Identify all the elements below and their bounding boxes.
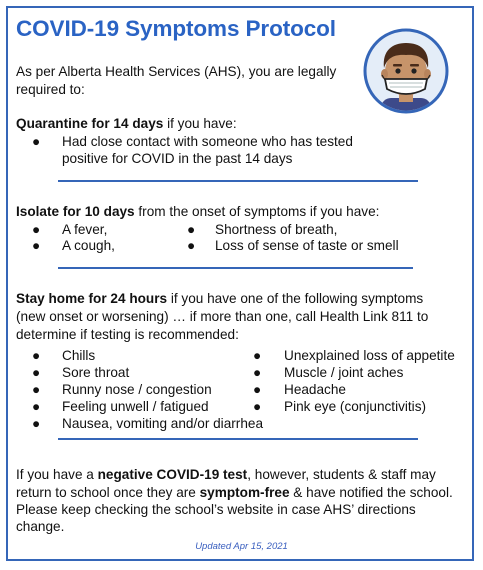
bullet-dot: ●: [32, 238, 41, 253]
stay-home-line-2: (new onset or worsening) … if more than one, call Health Link 811 to: [16, 309, 429, 324]
quarantine-item-line-1: Had close contact with someone who has tested: [62, 134, 353, 149]
stay-home-heading-line: [16, 290, 423, 307]
closing-bold-test: negative COVID-19 test: [97, 467, 248, 482]
bullet-dot: ●: [187, 222, 196, 237]
quarantine-heading: Quarantine for 14 days: [16, 116, 164, 131]
bullet-dot: ●: [32, 382, 41, 397]
section-divider: [58, 267, 413, 269]
intro-line-2: required to:: [16, 82, 85, 97]
closing-bold-symptom-free: symptom-free: [199, 485, 290, 500]
symptom-item: Pink eye (conjunctivitis): [284, 399, 427, 414]
isolate-heading-rest: from the onset of symptoms if you have:: [134, 204, 380, 219]
closing-text: & have notified the school.: [289, 485, 453, 500]
bullet-dot: ●: [253, 382, 262, 397]
closing-line-2: [16, 484, 453, 501]
isolate-heading-line: [16, 203, 379, 220]
quarantine-item-line-2: positive for COVID in the past 14 days: [62, 151, 293, 166]
symptom-item: Feeling unwell / fatigued: [62, 399, 209, 414]
stay-home-line-3: determine if testing is recommended:: [16, 327, 239, 342]
symptom-item: Sore throat: [62, 365, 130, 380]
closing-line-1: [16, 466, 436, 483]
bullet-dot: ●: [253, 399, 262, 414]
intro-line-1: As per Alberta Health Services (AHS), you are legally: [16, 64, 337, 79]
page-title: COVID-19 Symptoms Protocol: [16, 16, 336, 41]
isolate-item: A fever,: [62, 222, 108, 237]
quarantine-heading-line: [16, 115, 237, 132]
symptom-item: Unexplained loss of appetite: [284, 348, 455, 363]
bullet-dot: ●: [32, 134, 41, 149]
bullet-dot: ●: [32, 399, 41, 414]
symptom-item: Nausea, vomiting and/or diarrhea: [62, 416, 263, 431]
section-divider: [58, 180, 418, 182]
isolate-item: Shortness of breath,: [215, 222, 338, 237]
bullet-dot: ●: [32, 348, 41, 363]
symptom-item: Headache: [284, 382, 346, 397]
closing-text: If you have a: [16, 467, 98, 482]
symptom-item: Runny nose / congestion: [62, 382, 212, 397]
symptom-item: Muscle / joint aches: [284, 365, 404, 380]
symptom-item: Chills: [62, 348, 96, 363]
closing-line-3: Please keep checking the school’s website in case AHS’ directions: [16, 502, 416, 517]
bullet-dot: ●: [32, 416, 41, 431]
isolate-heading: Isolate for 10 days: [16, 204, 135, 219]
masked-person-icon: [363, 28, 449, 114]
updated-date: Updated Apr 15, 2021: [195, 541, 288, 552]
stay-home-heading: Stay home for 24 hours: [16, 291, 168, 306]
bullet-dot: ●: [32, 365, 41, 380]
bullet-dot: ●: [253, 365, 262, 380]
quarantine-heading-rest: if you have:: [163, 116, 237, 131]
bullet-dot: ●: [253, 348, 262, 363]
bullet-dot: ●: [187, 238, 196, 253]
closing-text: , however, students & staff may: [247, 467, 436, 482]
closing-line-4: change.: [16, 519, 65, 534]
section-divider: [58, 438, 418, 440]
isolate-item: A cough,: [62, 238, 115, 253]
isolate-item: Loss of sense of taste or smell: [215, 238, 399, 253]
closing-text: return to school once they are: [16, 485, 200, 500]
stay-home-heading-rest: if you have one of the following symptoms: [167, 291, 424, 306]
bullet-dot: ●: [32, 222, 41, 237]
